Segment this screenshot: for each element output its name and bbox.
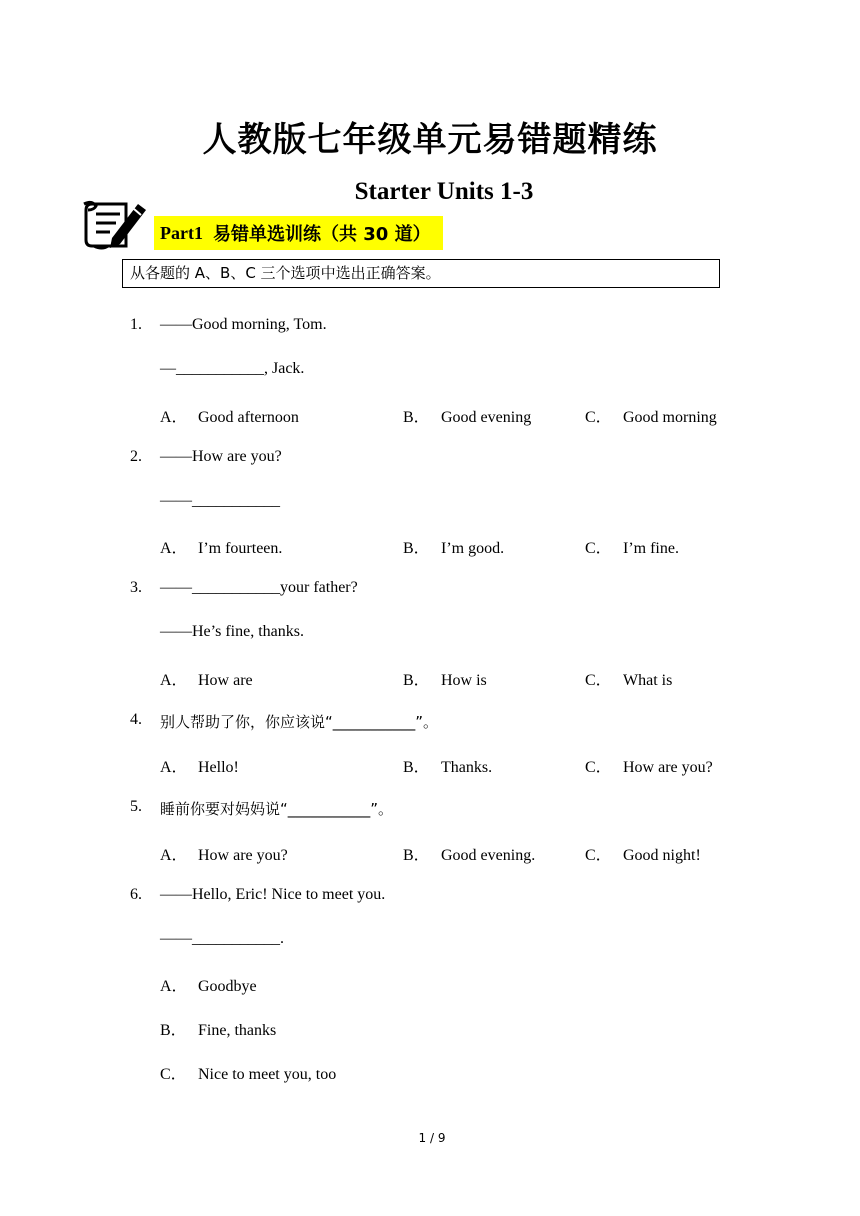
option-b[interactable]: B． Good evening. — [403, 847, 536, 864]
question-line: ——___________your father? — [160, 579, 358, 596]
question-line: ——How are you? — [160, 448, 282, 465]
document-subtitle: Starter Units 1-3 — [354, 178, 534, 205]
question-line: ——Good morning, Tom. — [160, 316, 327, 333]
question-number: 2. — [130, 448, 142, 465]
option-c[interactable]: C． How are you? — [585, 759, 713, 776]
page-number: 1 / 9 — [418, 1131, 446, 1145]
notebook-pencil-icon — [82, 198, 148, 254]
option-c[interactable]: C． Nice to meet you, too — [160, 1066, 337, 1083]
option-b[interactable]: B． How is — [403, 672, 487, 689]
option-a[interactable]: A． How are you? — [160, 847, 288, 864]
question-number: 6. — [130, 886, 142, 903]
question-line: 睡前你要对妈妈说“___________”。 — [160, 800, 394, 818]
document-title: 人教版七年级单元易错题精练 — [202, 120, 658, 160]
instruction-box: 从各题的 A、B、C 三个选项中选出正确答案。 — [122, 259, 720, 288]
option-a[interactable]: A． Hello! — [160, 759, 239, 776]
question-number: 3. — [130, 579, 142, 596]
option-c[interactable]: C． What is — [585, 672, 673, 689]
question-number: 4. — [130, 711, 142, 728]
part-description: 易错单选训练（共 30 道） — [212, 224, 431, 245]
option-b[interactable]: B． Fine, thanks — [160, 1022, 277, 1039]
option-a[interactable]: A． How are — [160, 672, 253, 689]
option-a[interactable]: A． Goodbye — [160, 978, 257, 995]
option-c[interactable]: C． Good night! — [585, 847, 701, 864]
question-line: ——___________ — [160, 492, 280, 509]
option-c[interactable]: C． Good morning — [585, 409, 717, 426]
part-heading — [154, 216, 443, 250]
question-number: 5. — [130, 798, 142, 815]
option-a[interactable]: A． I’m fourteen. — [160, 540, 283, 557]
question-line: 别人帮助了你，你应该说“___________”。 — [160, 713, 439, 731]
option-b[interactable]: B． Good evening — [403, 409, 532, 426]
option-b[interactable]: B． Thanks. — [403, 759, 493, 776]
question-line: ——___________. — [160, 930, 284, 947]
option-a[interactable]: A． Good afternoon — [160, 409, 299, 426]
part-label: Part1 — [160, 222, 203, 243]
option-b[interactable]: B． I’m good. — [403, 540, 505, 557]
question-line: ——Hello, Eric! Nice to meet you. — [160, 886, 386, 903]
question-line: ——He’s fine, thanks. — [160, 623, 304, 640]
question-line: —___________, Jack. — [160, 360, 305, 377]
question-number: 1. — [130, 316, 142, 333]
option-c[interactable]: C． I’m fine. — [585, 540, 679, 557]
